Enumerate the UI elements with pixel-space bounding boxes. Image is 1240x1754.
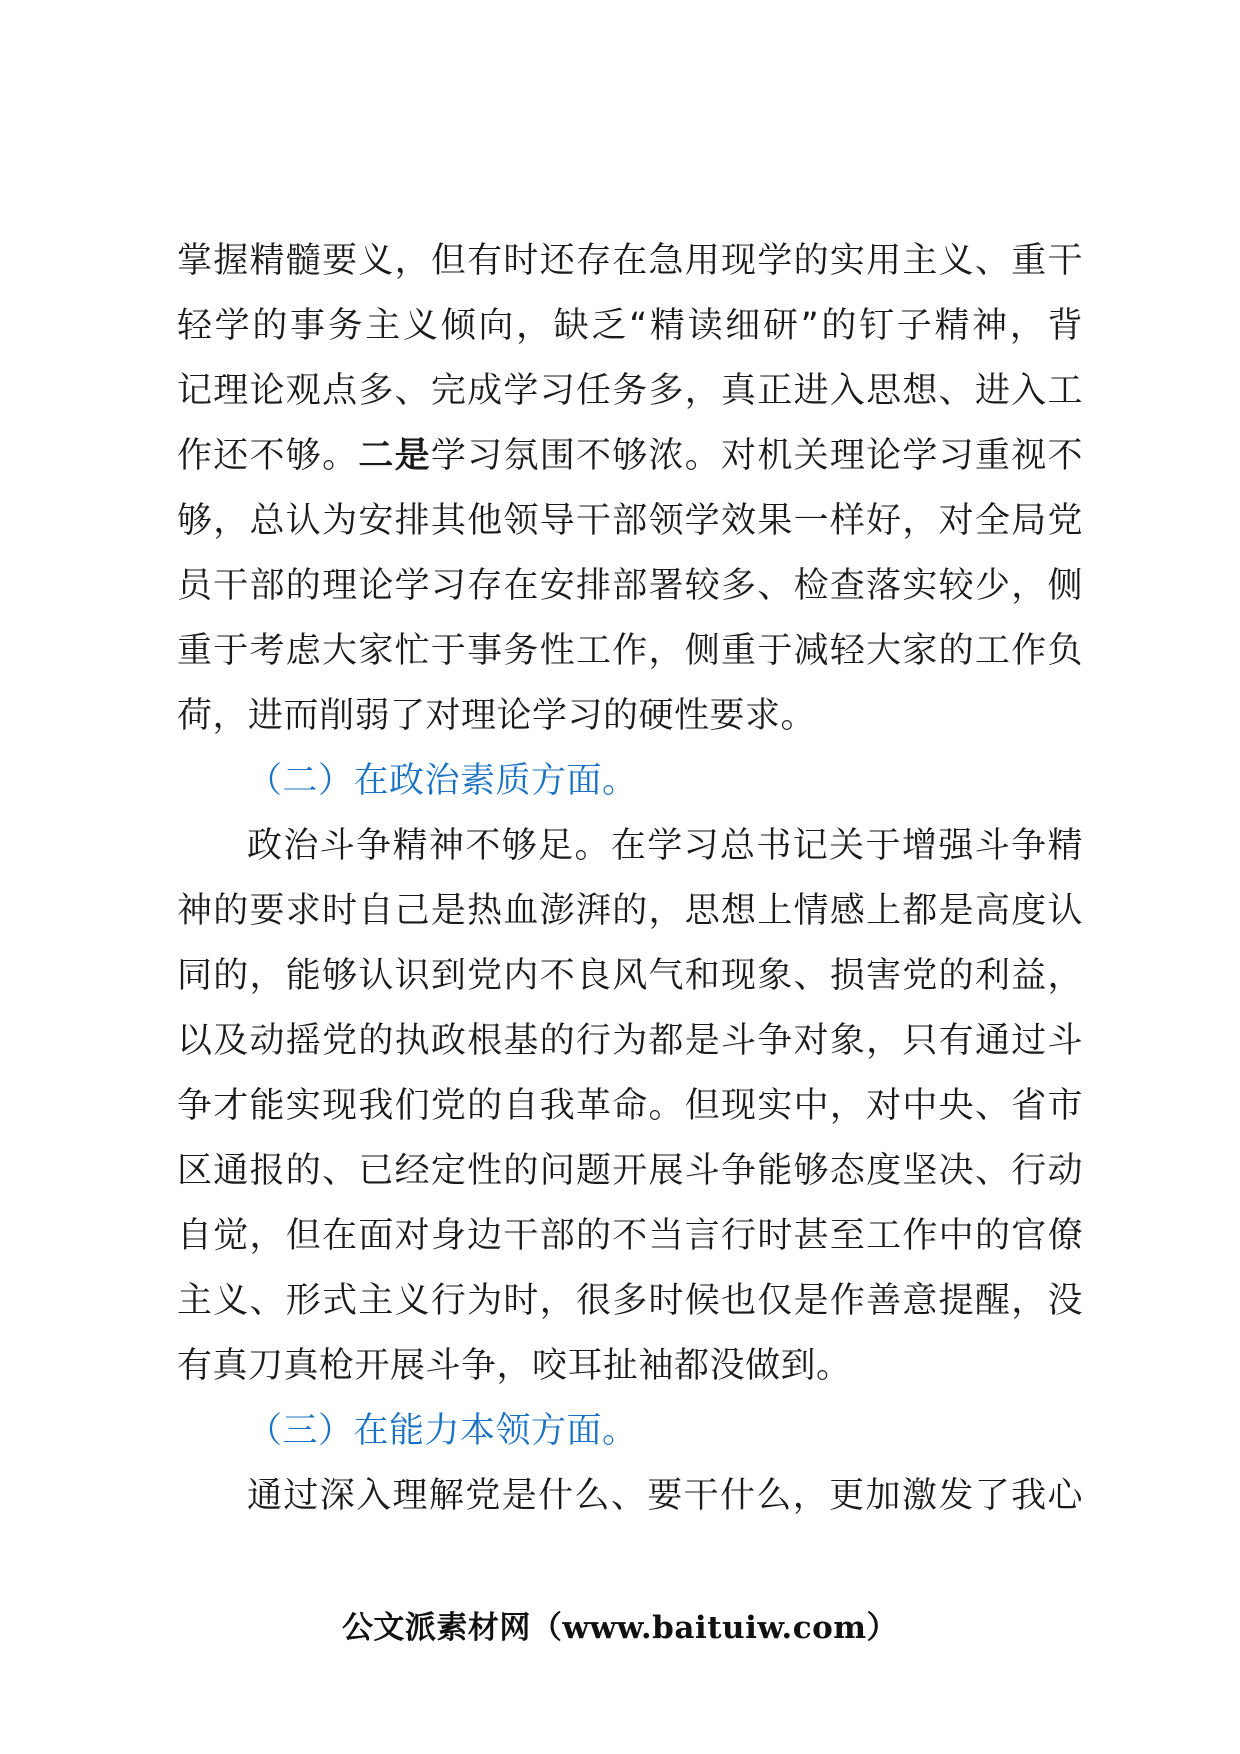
paragraph-line: 掌握精髓要义，但有时还存在急用现学的实用主义、重干	[177, 241, 1083, 281]
paragraph-line: 同的，能够认识到党内不良风气和现象、损害党的利益，	[177, 956, 1083, 996]
paragraph-line: 通过深入理解党是什么、要干什么，更加激发了我心	[247, 1476, 1083, 1516]
line-suffix-text: 学习氛围不够浓。对机关理论学习重视不	[430, 436, 1083, 476]
paragraph-line: 重于考虑大家忙于事务性工作，侧重于减轻大家的工作负	[177, 631, 1083, 671]
paragraph-line: 争才能实现我们党的自我革命。但现实中，对中央、省市	[177, 1086, 1083, 1126]
paragraph-line: 区通报的、已经定性的问题开展斗争能够态度坚决、行动	[177, 1151, 1083, 1191]
section-heading: （二）在政治素质方面。	[247, 761, 638, 801]
paragraph-line: 轻学的事务主义倾向，缺乏“精读细研”的钉子精神，背	[177, 306, 1083, 346]
paragraph-line: 员干部的理论学习存在安排部署较多、检查落实较少，侧	[177, 566, 1083, 606]
paragraph-line: 有真刀真枪开展斗争，咬耳扯袖都没做到。	[177, 1346, 852, 1386]
paragraph-line: 神的要求时自己是热血澎湃的，思想上情感上都是高度认	[177, 891, 1083, 931]
paragraph-line: 荷，进而削弱了对理论学习的硬性要求。	[177, 696, 817, 736]
paragraph-line: 以及动摇党的执政根基的行为都是斗争对象，只有通过斗	[177, 1021, 1083, 1061]
line-prefix-text: 作还不够。	[177, 436, 359, 476]
paragraph-line: 自觉，但在面对身边干部的不当言行时甚至工作中的官僚	[177, 1216, 1083, 1256]
page-footer: 公文派素材网（www.baituiw.com）	[341, 1610, 899, 1646]
paragraph-line: 主义、形式主义行为时，很多时候也仅是作善意提醒，没	[177, 1281, 1083, 1321]
paragraph-line: 够，总认为安排其他领导干部领学效果一样好，对全局党	[177, 501, 1083, 541]
paragraph-line: 政治斗争精神不够足。在学习总书记关于增强斗争精	[247, 826, 1083, 866]
document-body	[177, 236, 1083, 1536]
emphasis-text: 二是	[358, 436, 431, 476]
section-heading: （三）在能力本领方面。	[247, 1411, 638, 1451]
paragraph-line-mixed	[177, 431, 1083, 496]
paragraph-line: 记理论观点多、完成学习任务多，真正进入思想、进入工	[177, 371, 1083, 411]
